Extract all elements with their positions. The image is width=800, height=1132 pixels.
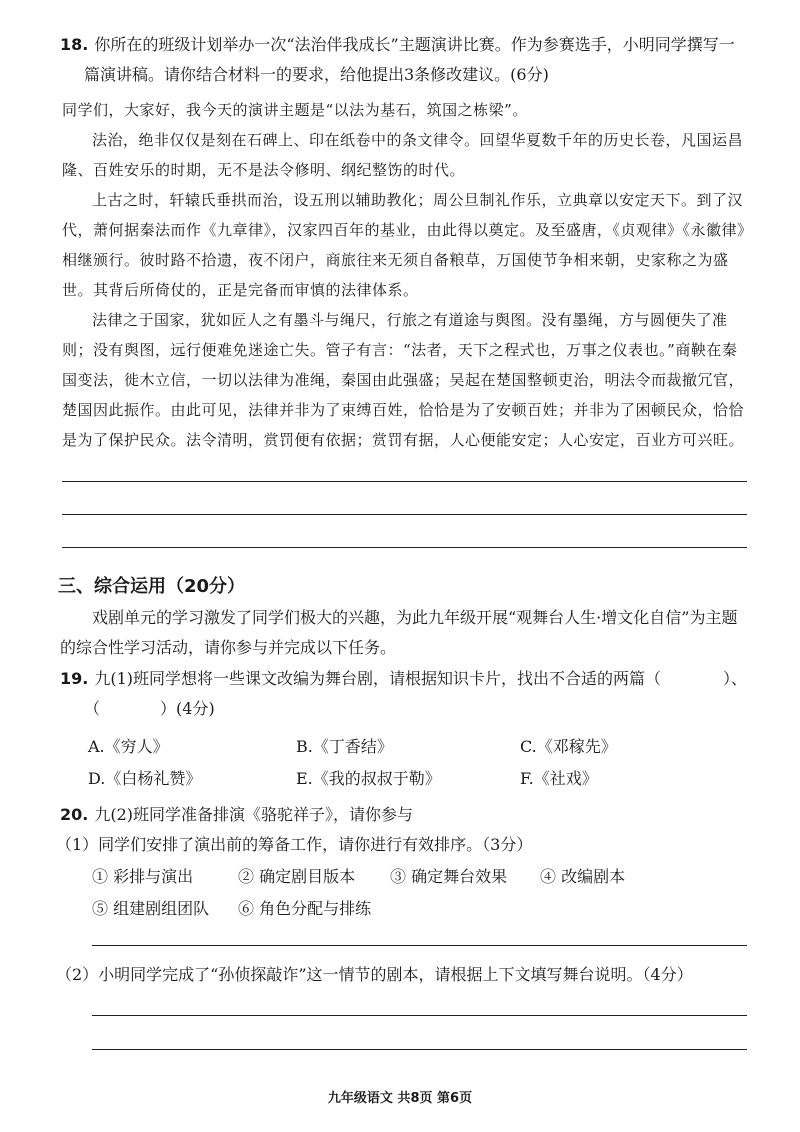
question-text: 你所在的班级计划举办一次“法治伴我成长”主题演讲比赛。作为参赛选手，小明同学撰写一 bbox=[94, 35, 735, 54]
section-intro bbox=[60, 603, 750, 663]
question-19 bbox=[60, 664, 750, 724]
step-item: ⑥ 角色分配与排练 bbox=[238, 899, 372, 918]
option-c[interactable]: C.《邓稼先》 bbox=[520, 737, 617, 756]
answer-line[interactable] bbox=[62, 514, 747, 515]
question-number: 20. bbox=[60, 805, 89, 824]
step-item: ① 彩排与演出 bbox=[92, 867, 194, 886]
question-text: 九(2)班同学准备排演《骆驼祥子》，请你参与 bbox=[94, 805, 414, 824]
paren-end: ） bbox=[160, 699, 177, 718]
question-20 bbox=[60, 800, 750, 830]
speech-paragraph: 法律之于国家，犹如匠人之有墨斗与绳尺，行旅之有道途与舆图。没有墨绳，方与圆便失了准则；没有舆图，远行便难免迷途亡失。管子有言：“法者，天下之程式也，万事之仪表也。”商鞅在秦国变法，徙木立信，一切以法律为准绳，秦国由此强盛；吴起在楚国整顿吏治，明法令而裁撤冗官，楚国因此振作。由此可见，法律并非为了束缚百姓，恰恰是为了安顿百姓；并非为了困顿民众，恰恰是为了保护民众。法令清明，赏罚便有依据；赏罚有据，人心便能安定；人心安定，百业方可兴旺。 bbox=[62, 311, 745, 449]
speech-draft bbox=[62, 95, 748, 455]
paren-open: （ bbox=[84, 699, 101, 718]
answer-line[interactable] bbox=[62, 481, 747, 482]
option-b[interactable]: B.《丁香结》 bbox=[296, 737, 393, 756]
option-f[interactable]: F.《社戏》 bbox=[520, 769, 598, 788]
sub-question-1: （1）同学们安排了演出前的筹备工作，请你进行有效排序。（3分） bbox=[56, 835, 533, 854]
question-number: 19. bbox=[60, 669, 89, 688]
option-e[interactable]: E.《我的叔叔于勒》 bbox=[296, 769, 441, 788]
section-title: 三、综合运用（20分） bbox=[58, 576, 246, 597]
question-number: 18. bbox=[60, 35, 89, 54]
answer-line[interactable] bbox=[92, 945, 747, 946]
question-text-continued bbox=[60, 694, 750, 724]
step-item: ③ 确定舞台效果 bbox=[390, 867, 508, 886]
question-text: 九(1)班同学想将一些课文改编为舞台剧，请根据知识卡片，找出不合适的两篇（ bbox=[94, 669, 662, 688]
speech-paragraph: 同学们，大家好，我今天的演讲主题是“以法为基石，筑国之栋梁”。 bbox=[62, 101, 528, 119]
step-item: ⑤ 组建剧组团队 bbox=[92, 899, 210, 918]
intro-text: 戏剧单元的学习激发了同学们极大的兴趣，为此九年级开展“观舞台人生·增文化自信”为主题的综合性学习活动，请你参与并完成以下任务。 bbox=[60, 608, 738, 657]
question-18 bbox=[60, 30, 750, 90]
points: (4分) bbox=[176, 699, 215, 718]
paren-close: ）、 bbox=[723, 669, 748, 688]
question-text-continued: 篇演讲稿。请你结合材料一的要求，给他提出3条修改建议。(6分) bbox=[84, 65, 549, 84]
step-item: ② 确定剧目版本 bbox=[238, 867, 356, 886]
option-a[interactable]: A.《穷人》 bbox=[88, 737, 169, 756]
option-d[interactable]: D.《白杨礼赞》 bbox=[88, 769, 202, 788]
answer-line[interactable] bbox=[92, 1049, 747, 1050]
step-item: ④ 改编剧本 bbox=[540, 867, 626, 886]
answer-line[interactable] bbox=[62, 547, 747, 548]
page-footer: 九年级语文 共8页 第6页 bbox=[327, 1091, 473, 1106]
answer-line[interactable] bbox=[92, 1015, 747, 1016]
sub-question-2: （2）小明同学完成了“孙侦探敲诈”这一情节的剧本，请根据上下文填写舞台说明。（4分） bbox=[56, 965, 693, 984]
speech-paragraph: 法治，绝非仅仅是刻在石碑上、印在纸卷中的条文律令。回望华夏数千年的历史长卷，凡国运昌隆、百姓安乐的时期，无不是法令修明、纲纪整饬的时代。 bbox=[62, 131, 744, 179]
speech-paragraph: 上古之时，轩辕氏垂拱而治，设五刑以辅助教化；周公旦制礼作乐，立典章以安定天下。到了汉代，萧何据秦法而作《九章律》，汉家四百年的基业，由此得以奠定。及至盛唐，《贞观律》《永徽律》相继颁行。彼时路不拾遗，夜不闭户，商旅往来无须自备粮草，万国使节争相来朝，史家称之为盛世。其背后所倚仗的，正是完备而审慎的法律体系。 bbox=[62, 191, 746, 299]
